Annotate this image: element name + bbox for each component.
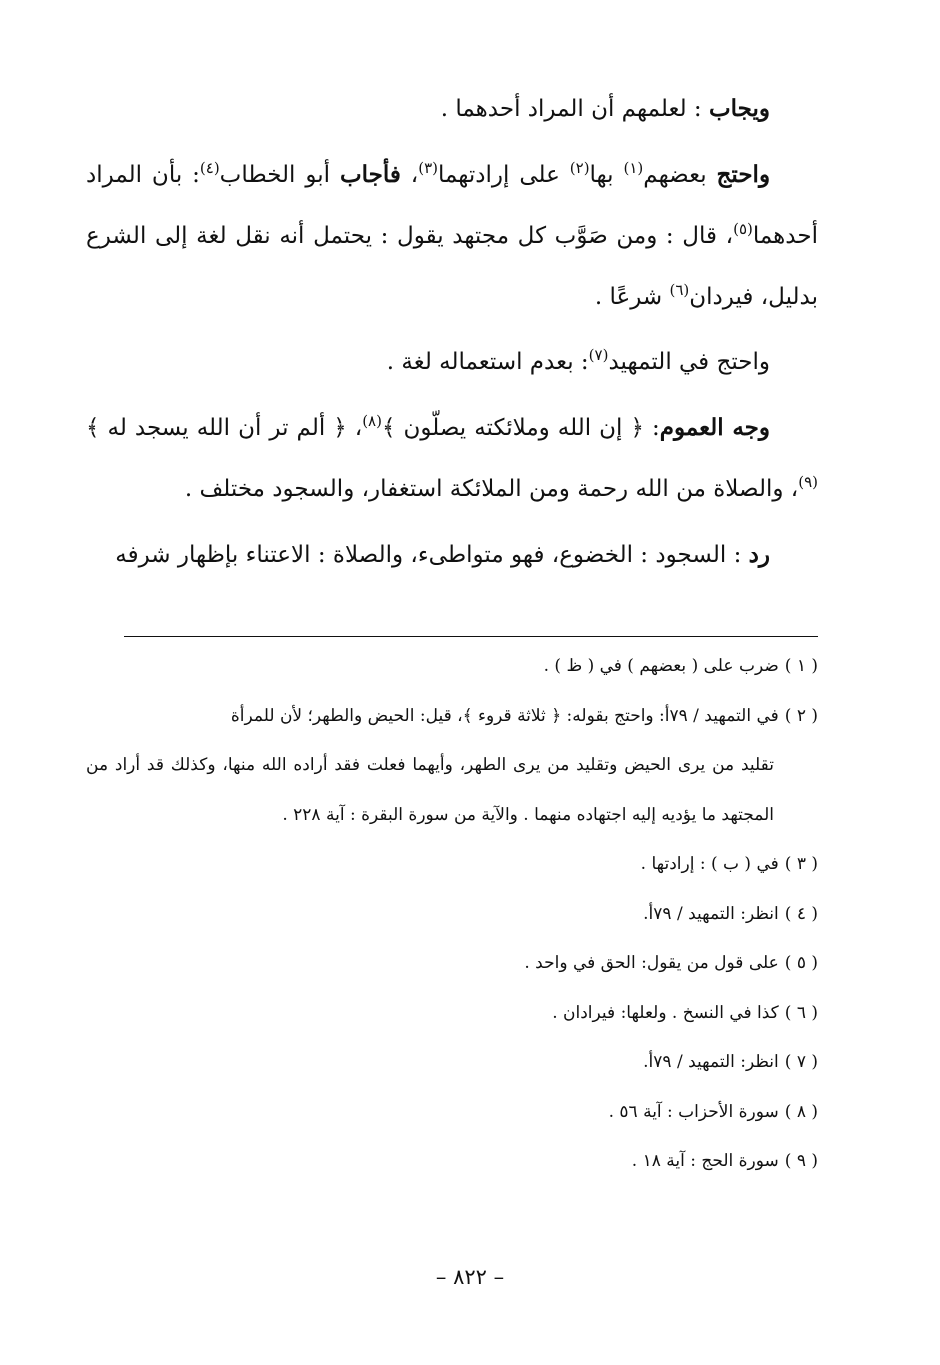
- paragraph-1: [86, 78, 818, 140]
- footnote-9: [86, 1137, 818, 1187]
- paragraph-5: [86, 524, 818, 586]
- paragraph-text: : بأن المراد أحدهما: [86, 162, 818, 249]
- footnotes: [86, 642, 818, 1187]
- bold-lead: ويجاب: [708, 95, 770, 122]
- footnote-ref: (٦): [669, 281, 690, 299]
- footnote-ref: (٥): [733, 220, 753, 238]
- paragraph-text: : بعدم استعماله لغة .: [386, 349, 589, 375]
- footnote-text: ضرب على ( بعضهم ) في ( ظ ) .: [543, 656, 779, 676]
- bold-lead: وجه العموم: [659, 414, 771, 441]
- footnote-number: ( ٥ ): [784, 953, 818, 973]
- footnote-ref: (٧): [588, 346, 609, 364]
- footnote-8: [86, 1088, 818, 1138]
- paragraph-text: أبو الخطاب: [219, 162, 331, 188]
- footnote-number: ( ١ ): [784, 656, 818, 676]
- bold-lead: رد: [748, 541, 770, 568]
- footnote-ref: (٨): [362, 412, 382, 430]
- paragraph-text: : لعلمهم أن المراد أحدهما .: [440, 96, 702, 122]
- main-text: [86, 78, 818, 586]
- footnote-text: سورة الحج : آية ١٨ .: [631, 1151, 779, 1171]
- footnote-text: انظر: التمهيد / ٧٩أ.: [643, 903, 779, 924]
- footnote-4: [86, 890, 818, 940]
- footnote-number: ( ٦ ): [784, 1002, 818, 1023]
- footnote-number: ( ٩ ): [784, 1151, 818, 1171]
- paragraph-text: على إرادتهما: [437, 162, 560, 188]
- footnote-text: سورة الأحزاب : آية ٥٦ .: [608, 1101, 779, 1122]
- page-number: – ٨٢٢ –: [435, 1265, 505, 1289]
- paragraph-3: [86, 332, 818, 393]
- paragraph-text: بعضهم: [643, 162, 707, 188]
- footnote-1: [86, 642, 818, 692]
- footnote-ref: (٢): [569, 159, 590, 177]
- footnote-number: ( ٨ ): [784, 1101, 818, 1122]
- footnote-6: [86, 989, 818, 1039]
- paragraph-text: شرعًا .: [594, 284, 663, 310]
- footnote-5: [86, 939, 818, 989]
- footnote-separator: [124, 636, 818, 637]
- footnote-ref: (٩): [798, 473, 818, 491]
- paragraph-4: [86, 397, 818, 520]
- footnote-ref: (١): [623, 159, 644, 177]
- footnote-3: [86, 840, 818, 890]
- paragraph-text: ، قال : ومن صَوَّب كل مجتهد يقول : يحتمل أنه نقل لغة إلى الشرع بدليل، فيردان: [86, 223, 818, 310]
- paragraph-2: [86, 144, 818, 328]
- paragraph-text: ، ﴿ ألم تر أن الله يسجد له ﴾: [86, 415, 363, 441]
- footnote-text: في ( ب ) : إرادتها .: [640, 854, 779, 874]
- footnote-7: [86, 1038, 818, 1088]
- paragraph-text: ،: [410, 162, 419, 188]
- footnote-text: انظر: التمهيد / ٧٩أ.: [643, 1052, 779, 1072]
- footnote-ref: (٣): [418, 159, 438, 177]
- footnote-ref: (٤): [199, 159, 220, 177]
- footnote-number: ( ٢ ): [784, 705, 818, 726]
- paragraph-text: بها: [589, 162, 614, 188]
- footnote-text: على قول من يقول: الحق في واحد .: [524, 953, 779, 973]
- footnote-2: [86, 692, 818, 841]
- bold-lead: فأجاب: [339, 161, 401, 188]
- footnote-number: ( ٧ ): [784, 1052, 818, 1072]
- footnote-text: في التمهيد / ٧٩أ: واحتج بقوله: ﴿ ثلاثة قروء ﴾، قيل: الحيض والطهر؛ لأن للمرأة: [230, 705, 779, 726]
- footnote-number: ( ٣ ): [784, 854, 818, 874]
- paragraph-text: : ﴿ إن الله وملائكته يصلّون ﴾: [381, 415, 660, 441]
- footnote-continuation: تقليد من يرى الحيض وتقليد من يرى الطهر، وأيهما فعلت فقد أراده الله منها، وكذلك قد أراد من المجتهد ما يؤديه إليه اجتهاده منهما . والآية من سورة البقرة : آية ٢٢٨ .: [86, 755, 774, 825]
- paragraph-text: : السجود : الخضوع، فهو متواطىء، والصلاة : الاعتناء بإظهار شرفه: [115, 542, 742, 568]
- paragraph-text: ، والصلاة من الله رحمة ومن الملائكة استغفار، والسجود مختلف .: [184, 476, 799, 502]
- paragraph-text: واحتج في التمهيد: [608, 349, 770, 375]
- footnote-text: كذا في النسخ . ولعلها: فيرادان .: [552, 1002, 779, 1023]
- footnote-number: ( ٤ ): [784, 903, 818, 924]
- bold-lead: واحتج: [716, 161, 771, 188]
